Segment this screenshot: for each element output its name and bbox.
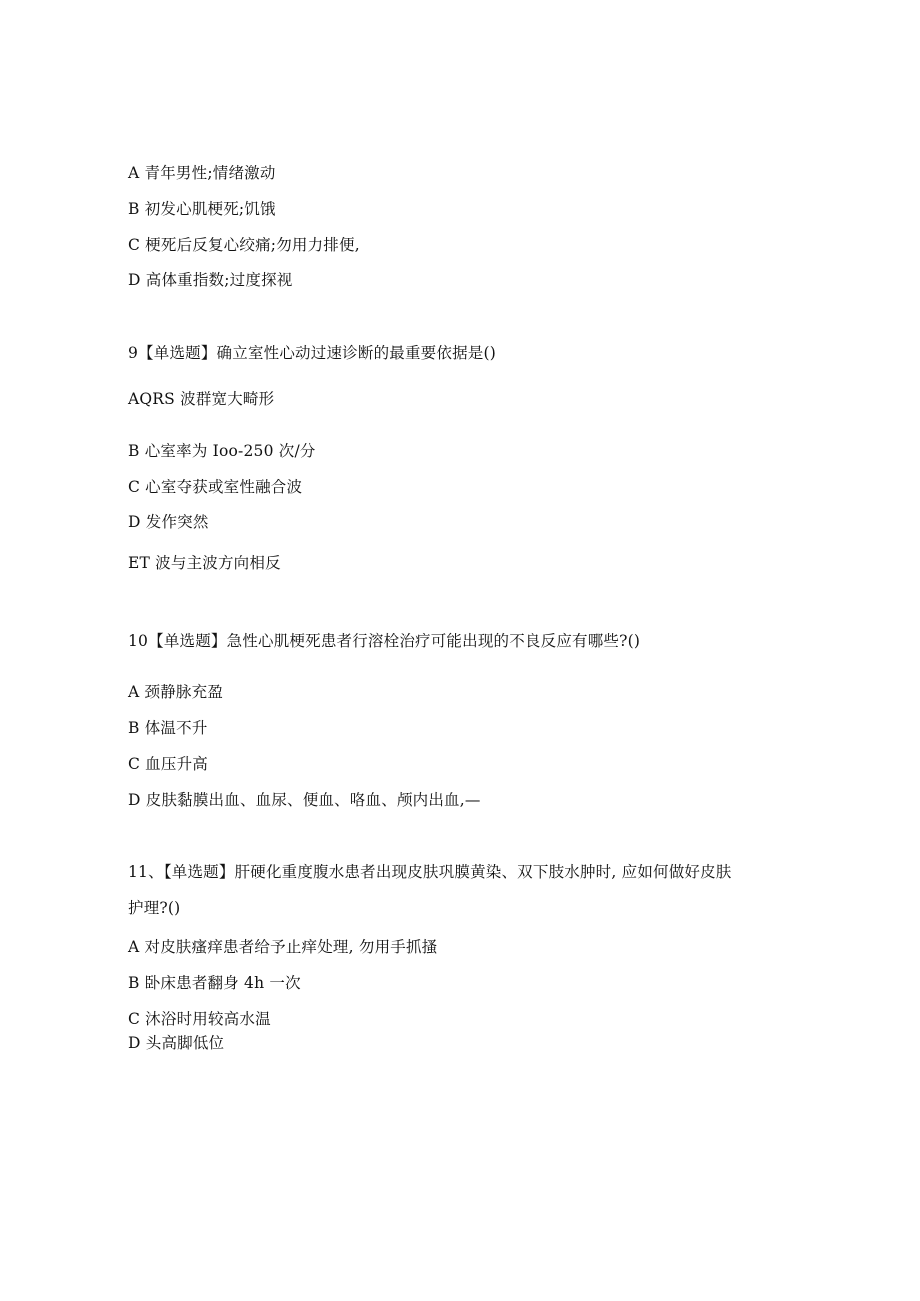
q9-option-e: ET 波与主波方向相反 (128, 554, 281, 572)
q9-option-d: D 发作突然 (128, 513, 209, 531)
q10-option-d: D 皮肤黏膜出血、血尿、便血、咯血、颅内出血,— (128, 791, 481, 809)
q11-question-line1: 11、【单选题】肝硬化重度腹水患者出现皮肤巩膜黄染、双下肢水肿时, 应如何做好皮肤 (128, 863, 732, 881)
q8-option-c: C 梗死后反复心绞痛;勿用力排便, (128, 236, 360, 254)
q8-option-b: B 初发心肌梗死;饥饿 (128, 200, 276, 218)
q11-option-c: C 沐浴时用较高水温 (128, 1010, 271, 1028)
q11-option-b: B 卧床患者翻身 4h 一次 (128, 974, 301, 992)
q9-option-b: B 心室率为 Ioo-250 次/分 (128, 442, 316, 460)
q9-option-c: C 心室夺获或室性融合波 (128, 478, 303, 496)
q10-question: 10【单选题】急性心肌梗死患者行溶栓治疗可能出现的不良反应有哪些?() (128, 632, 641, 650)
q10-option-c: C 血压升高 (128, 755, 208, 773)
q8-option-a: A 青年男性;情绪激动 (128, 164, 276, 182)
q9-question: 9【单选题】确立室性心动过速诊断的最重要依据是() (128, 344, 496, 362)
q11-option-a: A 对皮肤瘙痒患者给予止痒处理, 勿用手抓搔 (128, 938, 438, 956)
q11-option-d: D 头高脚低位 (128, 1034, 225, 1052)
q9-option-a: AQRS 波群宽大畸形 (128, 390, 275, 408)
q10-option-b: B 体温不升 (128, 719, 208, 737)
q10-option-a: A 颈静脉充盈 (128, 683, 224, 701)
q8-option-d: D 高体重指数;过度探视 (128, 271, 293, 289)
q11-question-line2: 护理?() (128, 899, 181, 917)
